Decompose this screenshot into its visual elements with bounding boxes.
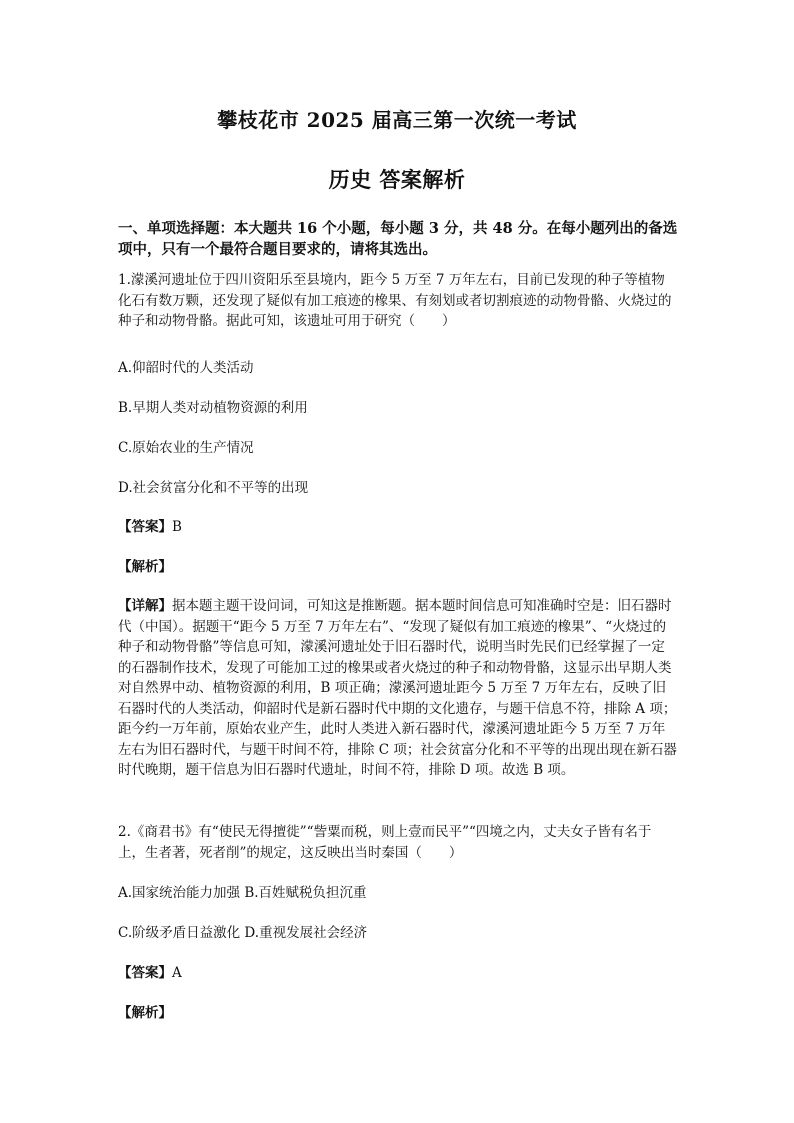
question-1-answer [118, 517, 678, 537]
question-1-detail [118, 596, 678, 781]
answer-tag: 【答案】 [118, 965, 172, 981]
question-2-options-cd: C.阶级矛盾日益激化 D.重视发展社会经济 [118, 925, 368, 941]
detail-text: 据本题主题干设问词，可知这是推断题。据本题时间信息可知准确时空是：旧石器时代（中国）。据题干“距今 5 万至 7 万年左右”、“发现了疑似有加工痕迹的橡果”、“火烧过的种子和动物骨骼”等信息可知，濛溪河遗址处于旧石器时代，说明当时先民们已经掌握了一定的石器制作技术，发现了可能加工过的橡果或者火烧过的种子和动物骨骼，这显示出早期人类对自然界中动、植物资源的利用，B 项正确；濛溪河遗址距今 5 万至 7 万年左右，反映了旧石器时代的人类活动，仰韶时代是新石器时代中期的文化遗存，与题干信息不符，排除 A 项；距今约一万年前，原始农业产生，此时人类进入新石器时代，濛溪河遗址距今 5 万至 7 万年左右为旧石器时代，与题干时间不符，排除 C 项；社会贫富分化和不平等的出现出现在新石器时代晚期，题干信息为旧石器时代遗址，时间不符，排除 D 项。故选 B 项。 [118, 598, 677, 778]
answer-value: B [172, 519, 182, 535]
document-subtitle: 历史 答案解析 [328, 167, 466, 192]
question-2-options-ab: A.国家统治能力加强 B.百姓赋税负担沉重 [118, 885, 367, 901]
question-2-answer [118, 963, 678, 983]
detail-tag: 【详解】 [118, 598, 172, 614]
section-heading: 一、单项选择题：本大题共 16 个小题，每小题 3 分，共 48 分。在每小题列出的备选项中，只有一个最符合题目要求的，请将其选出。 [118, 220, 678, 258]
document-title: 攀枝花市 2025 届高三第一次统一考试 [217, 108, 577, 132]
question-1-option-a: A.仰韶时代的人类活动 [118, 360, 254, 376]
answer-tag: 【答案】 [118, 519, 172, 535]
question-1-stem: 1.濛溪河遗址位于四川资阳乐至县境内，距今 5 万至 7 万年左右，目前已发现的种子等植物化石有数万颗，还发现了疑似有加工痕迹的橡果、有刻划或者切割痕迹的动物骨骼、火烧过的种子和动物骨骼。据此可知，该遗址可用于研究（ ） [118, 272, 672, 329]
question-1-option-d: D.社会贫富分化和不平等的出现 [118, 480, 309, 496]
question-2-analysis-tag: 【解析】 [118, 1005, 172, 1021]
question-1-analysis-tag: 【解析】 [118, 559, 172, 575]
question-2-stem: 2.《商君书》有“使民无得擅徙”“訾粟而税，则上壹而民平”“四境之内，丈夫女子皆有名于上，生者著，死者削”的规定，这反映出当时秦国（ ） [118, 824, 652, 861]
question-1-option-c: C.原始农业的生产情况 [118, 440, 254, 456]
question-1-option-b: B.早期人类对动植物资源的利用 [118, 400, 308, 416]
answer-value: A [172, 965, 182, 981]
